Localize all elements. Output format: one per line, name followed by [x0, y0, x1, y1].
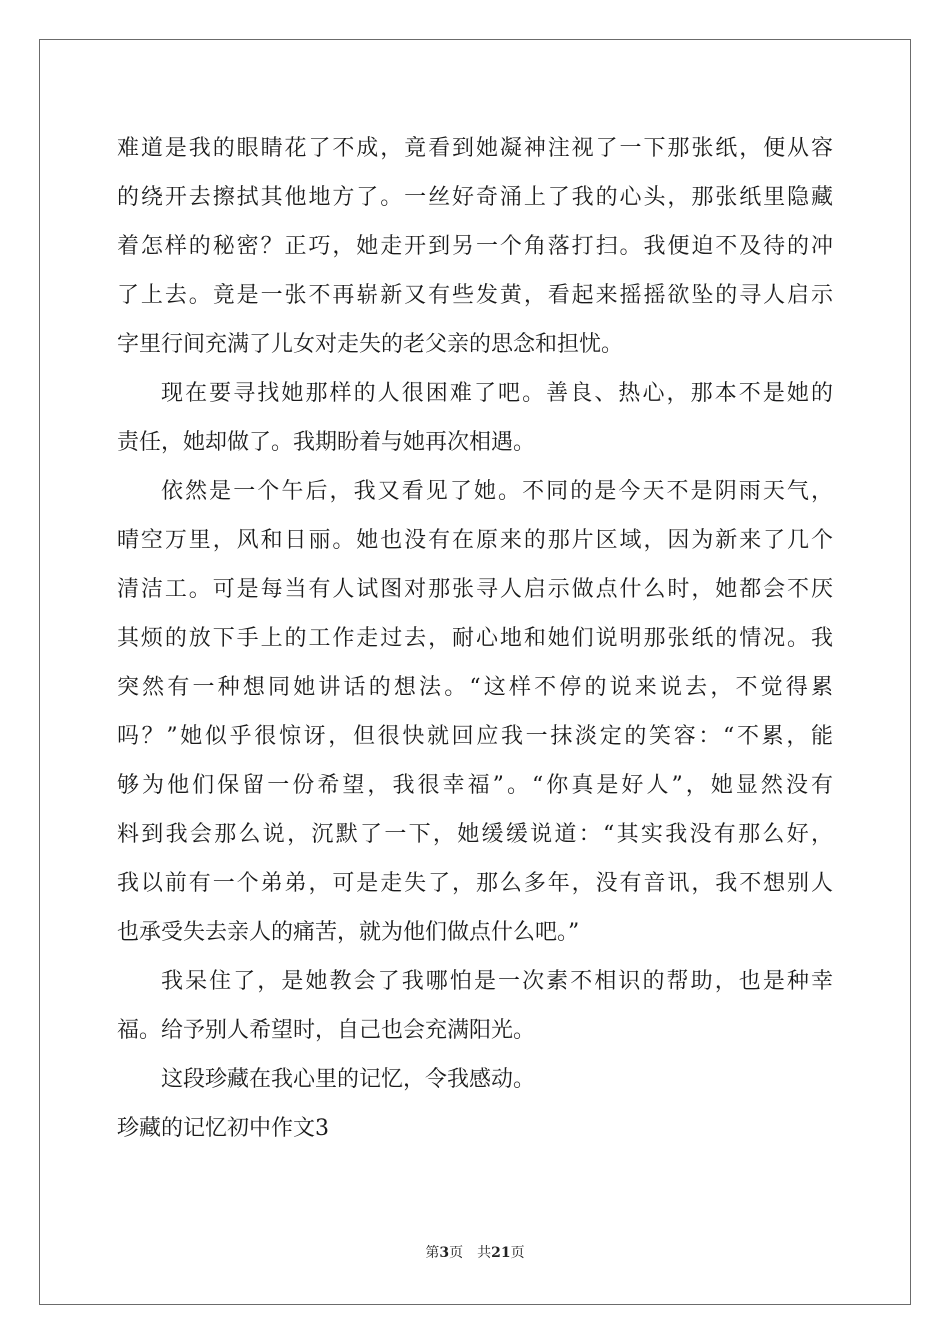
text-line: 我呆住了，是她教会了我哪怕是一次素不相识的帮助，也是种幸: [161, 969, 833, 994]
paragraph: [117, 124, 833, 369]
paragraph: [117, 1055, 833, 1104]
paragraph: [117, 369, 833, 467]
paragraph: [117, 467, 833, 957]
text-line: 着怎样的秘密？正巧，她走开到另一个角落打扫。我便迫不及待的冲: [117, 234, 833, 259]
text-line: 了上去。竟是一张不再崭新又有些发黄，看起来摇摇欲坠的寻人启示: [117, 283, 833, 308]
page-footer: [0, 1243, 950, 1263]
text-line: 难道是我的眼睛花了不成，竟看到她凝神注视了一下那张纸，便从容: [117, 136, 833, 161]
document-body: [117, 124, 833, 1153]
text-line: 晴空万里，风和日丽。她也没有在原来的那片区域，因为新来了几个: [117, 528, 833, 553]
text-line: 也承受失去亲人的痛苦，就为他们做点什么吧。”: [117, 920, 580, 945]
total-page-count: 21: [491, 1245, 511, 1261]
text-line: 吗？”她似乎很惊讶，但很快就回应我一抹淡定的笑容：“不累，能: [117, 724, 833, 749]
text-line: 够为他们保留一份希望，我很幸福”。“你真是好人”，她显然没有: [117, 773, 833, 798]
text-line: 福。给予别人希望时，自己也会充满阳光。: [117, 1018, 536, 1043]
footer-prefix: 第: [425, 1245, 440, 1261]
text-line: 字里行间充满了儿女对走失的老父亲的思念和担忧。: [117, 332, 624, 357]
text-line: 突然有一种想同她讲话的想法。“这样不停的说来说去，不觉得累: [117, 675, 833, 700]
footer-middle: 页 共: [449, 1245, 492, 1261]
text-line: 料到我会那么说，沉默了一下，她缓缓说道：“其实我没有那么好，: [117, 822, 833, 847]
text-line: 依然是一个午后，我又看见了她。不同的是今天不是阴雨天气，: [161, 479, 833, 504]
text-line: 我以前有一个弟弟，可是走失了，那么多年，没有音讯，我不想别人: [117, 871, 833, 896]
footer-suffix: 页: [510, 1245, 525, 1261]
current-page-number: 3: [439, 1245, 450, 1261]
text-line: 这段珍藏在我心里的记忆，令我感动。: [161, 1067, 536, 1092]
text-line: 责任，她却做了。我期盼着与她再次相遇。: [117, 430, 536, 455]
text-line: 其烦的放下手上的工作走过去，耐心地和她们说明那张纸的情况。我: [117, 626, 833, 651]
text-line: 现在要寻找她那样的人很困难了吧。善良、热心，那本不是她的: [161, 381, 833, 406]
text-line: 清洁工。可是每当有人试图对那张寻人启示做点什么时，她都会不厌: [117, 577, 833, 602]
paragraph: [117, 957, 833, 1055]
section-heading: 珍藏的记忆初中作文3: [117, 1116, 329, 1141]
text-line: 的绕开去擦拭其他地方了。一丝好奇涌上了我的心头，那张纸里隐藏: [117, 185, 833, 210]
